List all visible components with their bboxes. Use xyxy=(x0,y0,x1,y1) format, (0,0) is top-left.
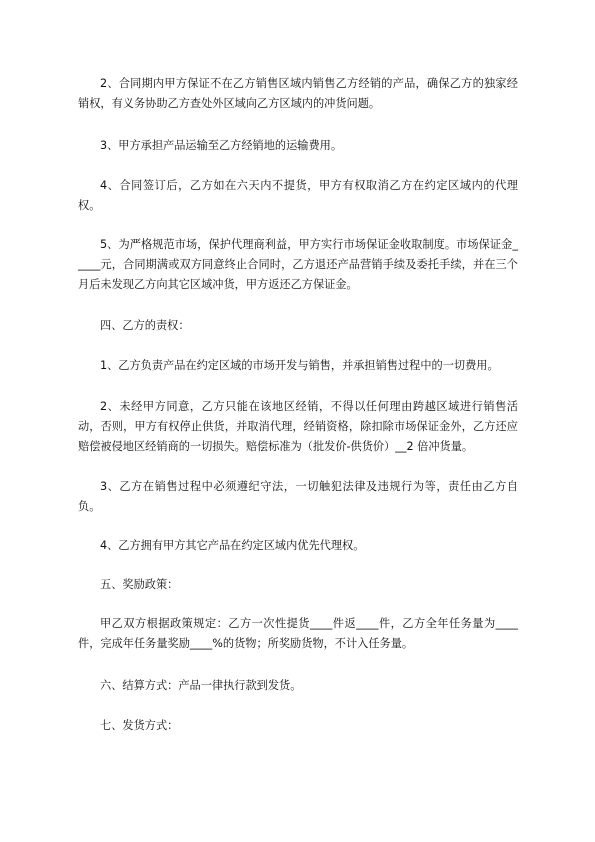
clause-3-shipping-cost: 3、甲方承担产品运输至乙方经销地的运输费用。 xyxy=(100,139,343,152)
section-heading-party-b: 四、乙方的责权： xyxy=(100,319,190,332)
clause-b4-priority-agency: 4、乙方拥有甲方其它产品在约定区域内优先代理权。 xyxy=(100,539,365,552)
clause-5-deposit: 5、为严格规范市场，保护代理商利益，甲方实行市场保证金收取制度。市场保证金_____元，合同期满或双方同意终止合同时，乙方退还产品营销手续及委托手续，并在三个月后未发现乙方向其它区域冲货，甲方返还乙方保证金。 xyxy=(78,238,518,291)
incentive-policy-text: 甲乙双方根据政策规定：乙方一次性提货____件返____件，乙方全年任务量为____件，完成年任务量奖励____%的货物；所奖励货物，不计入任务量。 xyxy=(78,617,518,650)
section-heading-settlement: 六、结算方式：产品一律执行款到发货。 xyxy=(100,679,302,692)
clause-b2-territory: 2、未经甲方同意，乙方只能在该地区经销，不得以任何理由跨越区域进行销售活动，否则，甲方有权停止供货，并取消代理，经销资格，除扣除市场保证金外，乙方还应赔偿被侵地区经销商的一切损失。赔偿标准为（批发价-供货价）__2 倍冲货量。 xyxy=(78,400,518,453)
clause-b3-compliance: 3、乙方在销售过程中必须遵纪守法，一切触犯法律及违规行为等，责任由乙方自负。 xyxy=(78,480,518,513)
clause-2-exclusive-rights: 2、合同期内甲方保证不在乙方销售区域内销售乙方经销的产品，确保乙方的独家经销权，有义务协助乙方查处外区域向乙方区域内的冲货问题。 xyxy=(78,77,518,110)
section-heading-shipping-method: 七、发货方式： xyxy=(100,719,179,732)
clause-4-pickup-deadline: 4、合同签订后，乙方如在六天内不提货，甲方有权取消乙方在约定区域内的代理权。 xyxy=(78,179,518,212)
section-heading-incentives: 五、奖励政策： xyxy=(100,578,179,591)
clause-b1-market-development: 1、乙方负责产品在约定区域的市场开发与销售，并承担销售过程中的一切费用。 xyxy=(100,359,499,372)
